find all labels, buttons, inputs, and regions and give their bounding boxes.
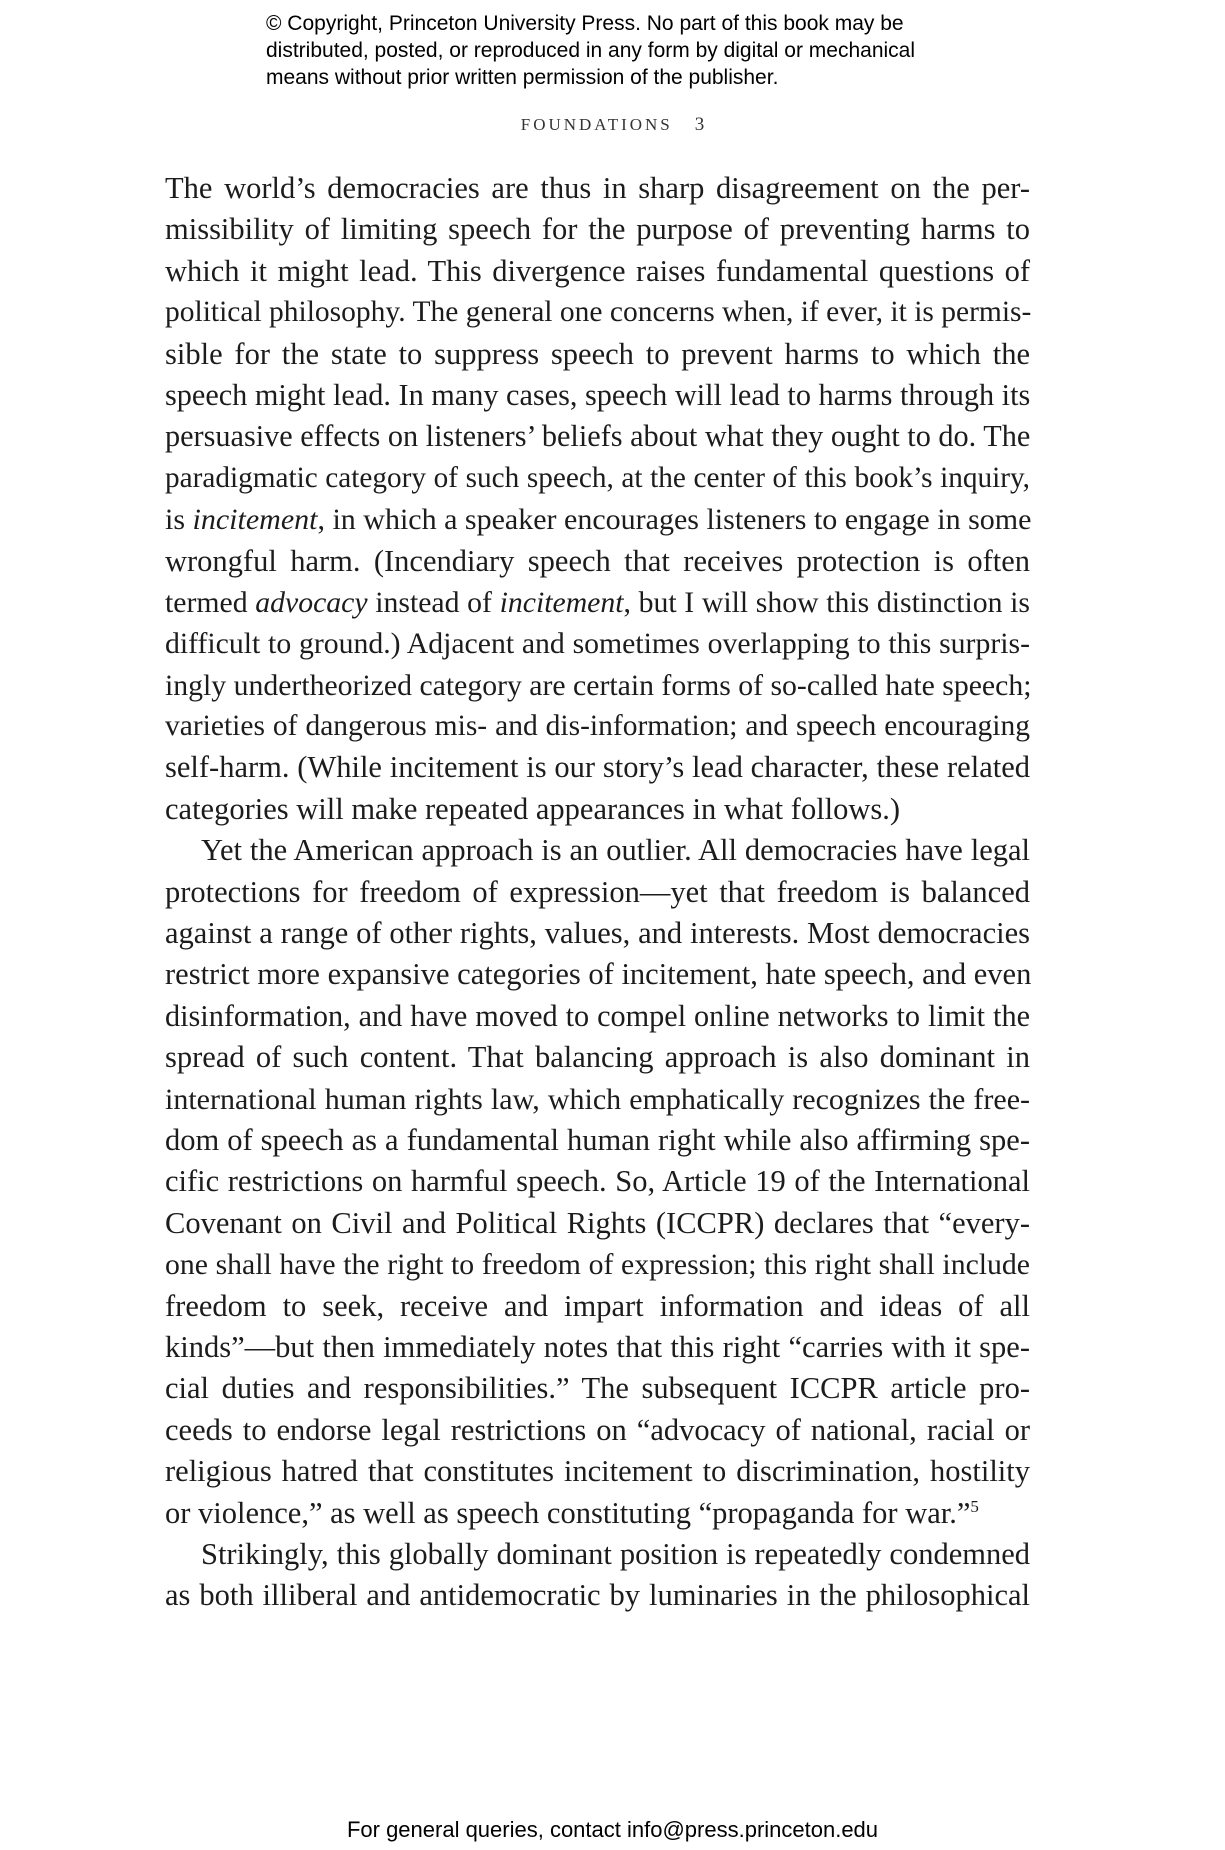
text-segment: wrongful harm. (Incendiary speech that receives protection is often [165,543,1030,578]
body-text [165,168,1030,1617]
text-segment: one shall have the right to freedom of expression; this right shall include [165,1248,1030,1282]
footer-contact: For general queries, contact info@press.princeton.edu [346,1817,879,1842]
copyright-line: means without prior written permission of the publisher. [266,66,779,89]
text-segment: which it might lead. This divergence raises fundamental questions of [165,253,1030,288]
text-line [165,1451,1030,1492]
text-segment: , in which a speaker encourages listeners to engage in some [317,503,1032,537]
page-number: 3 [694,114,705,135]
text-line [165,623,1030,664]
text-segment: persuasive effects on listeners’ beliefs about what they ought to do. The [165,419,1031,454]
text-segment: cial duties and responsibilities.” The subsequent ICCPR article pro- [165,1371,1030,1406]
text-segment: protections for freedom of expression—yet that freedom is balanced [165,874,1030,909]
text-line [165,1575,1030,1616]
text-line [165,954,1030,995]
text-line [165,168,1030,209]
running-head-title: FOUNDATIONS [520,115,673,134]
text-segment: international human rights law, which emphatically recognizes the free- [165,1082,1030,1116]
text-line [165,499,1030,540]
text-segment: is [165,503,193,537]
text-line [165,1534,1030,1575]
text-line [165,375,1030,416]
italic-term: incitement [499,585,624,619]
text-segment: varieties of dangerous mis- and dis-information; and speech encouraging [165,710,1030,743]
copyright-line: distributed, posted, or reproduced in any form by digital or mechanical [266,39,916,62]
text-line [165,416,1030,457]
text-line [165,582,1030,623]
text-line [165,209,1030,250]
text-line [165,830,1030,871]
text-line [165,996,1030,1037]
text-segment: freedom to seek, receive and impart information and ideas of all [165,1288,1030,1323]
text-segment: self-harm. (While incitement is our story’s lead character, these related [165,750,1030,785]
text-line [165,789,1030,830]
running-head [0,114,1225,136]
text-line [165,292,1030,333]
text-line [165,1286,1030,1327]
text-line [165,1161,1030,1202]
text-line [165,665,1030,706]
text-segment: spread of such content. That balancing approach is also dominant in [165,1040,1030,1075]
text-segment: , but I will show this distinction is [623,585,1030,619]
italic-term: advocacy [255,585,368,619]
text-segment: Covenant on Civil and Political Rights (ICCPR) declares that “every- [165,1205,1030,1240]
text-segment: paradigmatic category of such speech, at the center of this book’s inquiry, [165,461,1030,494]
text-line [165,913,1030,954]
text-segment: cific restrictions on harmful speech. So, Article 19 of the International [165,1164,1030,1199]
text-line [165,1120,1030,1161]
text-segment: The world’s democracies are thus in sharp disagreement on the per- [165,171,1030,205]
copyright-line: © Copyright, Princeton University Press. No part of this book may be [266,12,904,35]
text-line [165,747,1030,788]
text-segment: difficult to ground.) Adjacent and sometimes overlapping to this surpris- [165,627,1030,661]
text-line [165,541,1030,582]
text-segment: ceeds to endorse legal restrictions on “advocacy of national, racial or [165,1412,1030,1447]
text-line [165,458,1030,499]
text-segment: speech might lead. In many cases, speech will lead to harms through its [165,377,1031,412]
text-line [165,1203,1030,1244]
text-line [165,872,1030,913]
text-line [165,1037,1030,1078]
text-segment: categories will make repeated appearances in what follows.) [165,791,901,826]
footnote-marker: 5 [970,1496,979,1516]
text-segment: or violence,” as well as speech constituting “propaganda for war.” [165,1495,971,1530]
text-line [165,251,1030,292]
italic-term: incitement [192,503,318,537]
text-segment: against a range of other rights, values, and interests. Most democracies [165,916,1030,951]
text-segment: dom of speech as a fundamental human right while also affirming spe- [165,1122,1030,1157]
text-segment: disinformation, and have moved to compel online networks to limit the [165,998,1030,1033]
text-segment: Strikingly, this globally dominant position is repeatedly condemned [201,1536,1030,1571]
text-segment: as both illiberal and antidemocratic by luminaries in the philosophical [165,1578,1030,1613]
text-line [165,334,1030,375]
text-segment: ingly undertheorized category are certain forms of so-called hate speech; [165,668,1032,702]
text-segment: kinds”—but then immediately notes that this right “carries with it spe- [165,1329,1030,1364]
text-line [165,1493,1030,1534]
text-segment: political philosophy. The general one concerns when, if ever, it is permis- [165,296,1032,329]
text-line [165,706,1030,747]
text-segment: Yet the American approach is an outlier. All democracies have legal [201,833,1030,868]
text-line [165,1079,1030,1120]
text-segment: termed [165,585,256,619]
text-line [165,1410,1030,1451]
text-line [165,1327,1030,1368]
text-segment: restrict more expansive categories of incitement, hate speech, and even [165,957,1032,992]
text-segment: instead of [367,585,500,619]
text-segment: religious hatred that constitutes incitement to discrimination, hostility [165,1454,1030,1489]
text-line [165,1368,1030,1409]
copyright-notice [266,10,1026,91]
text-segment: missibility of limiting speech for the purpose of preventing harms to [165,212,1030,247]
text-line [165,1244,1030,1285]
text-segment: sible for the state to suppress speech to prevent harms to which the [165,336,1030,371]
